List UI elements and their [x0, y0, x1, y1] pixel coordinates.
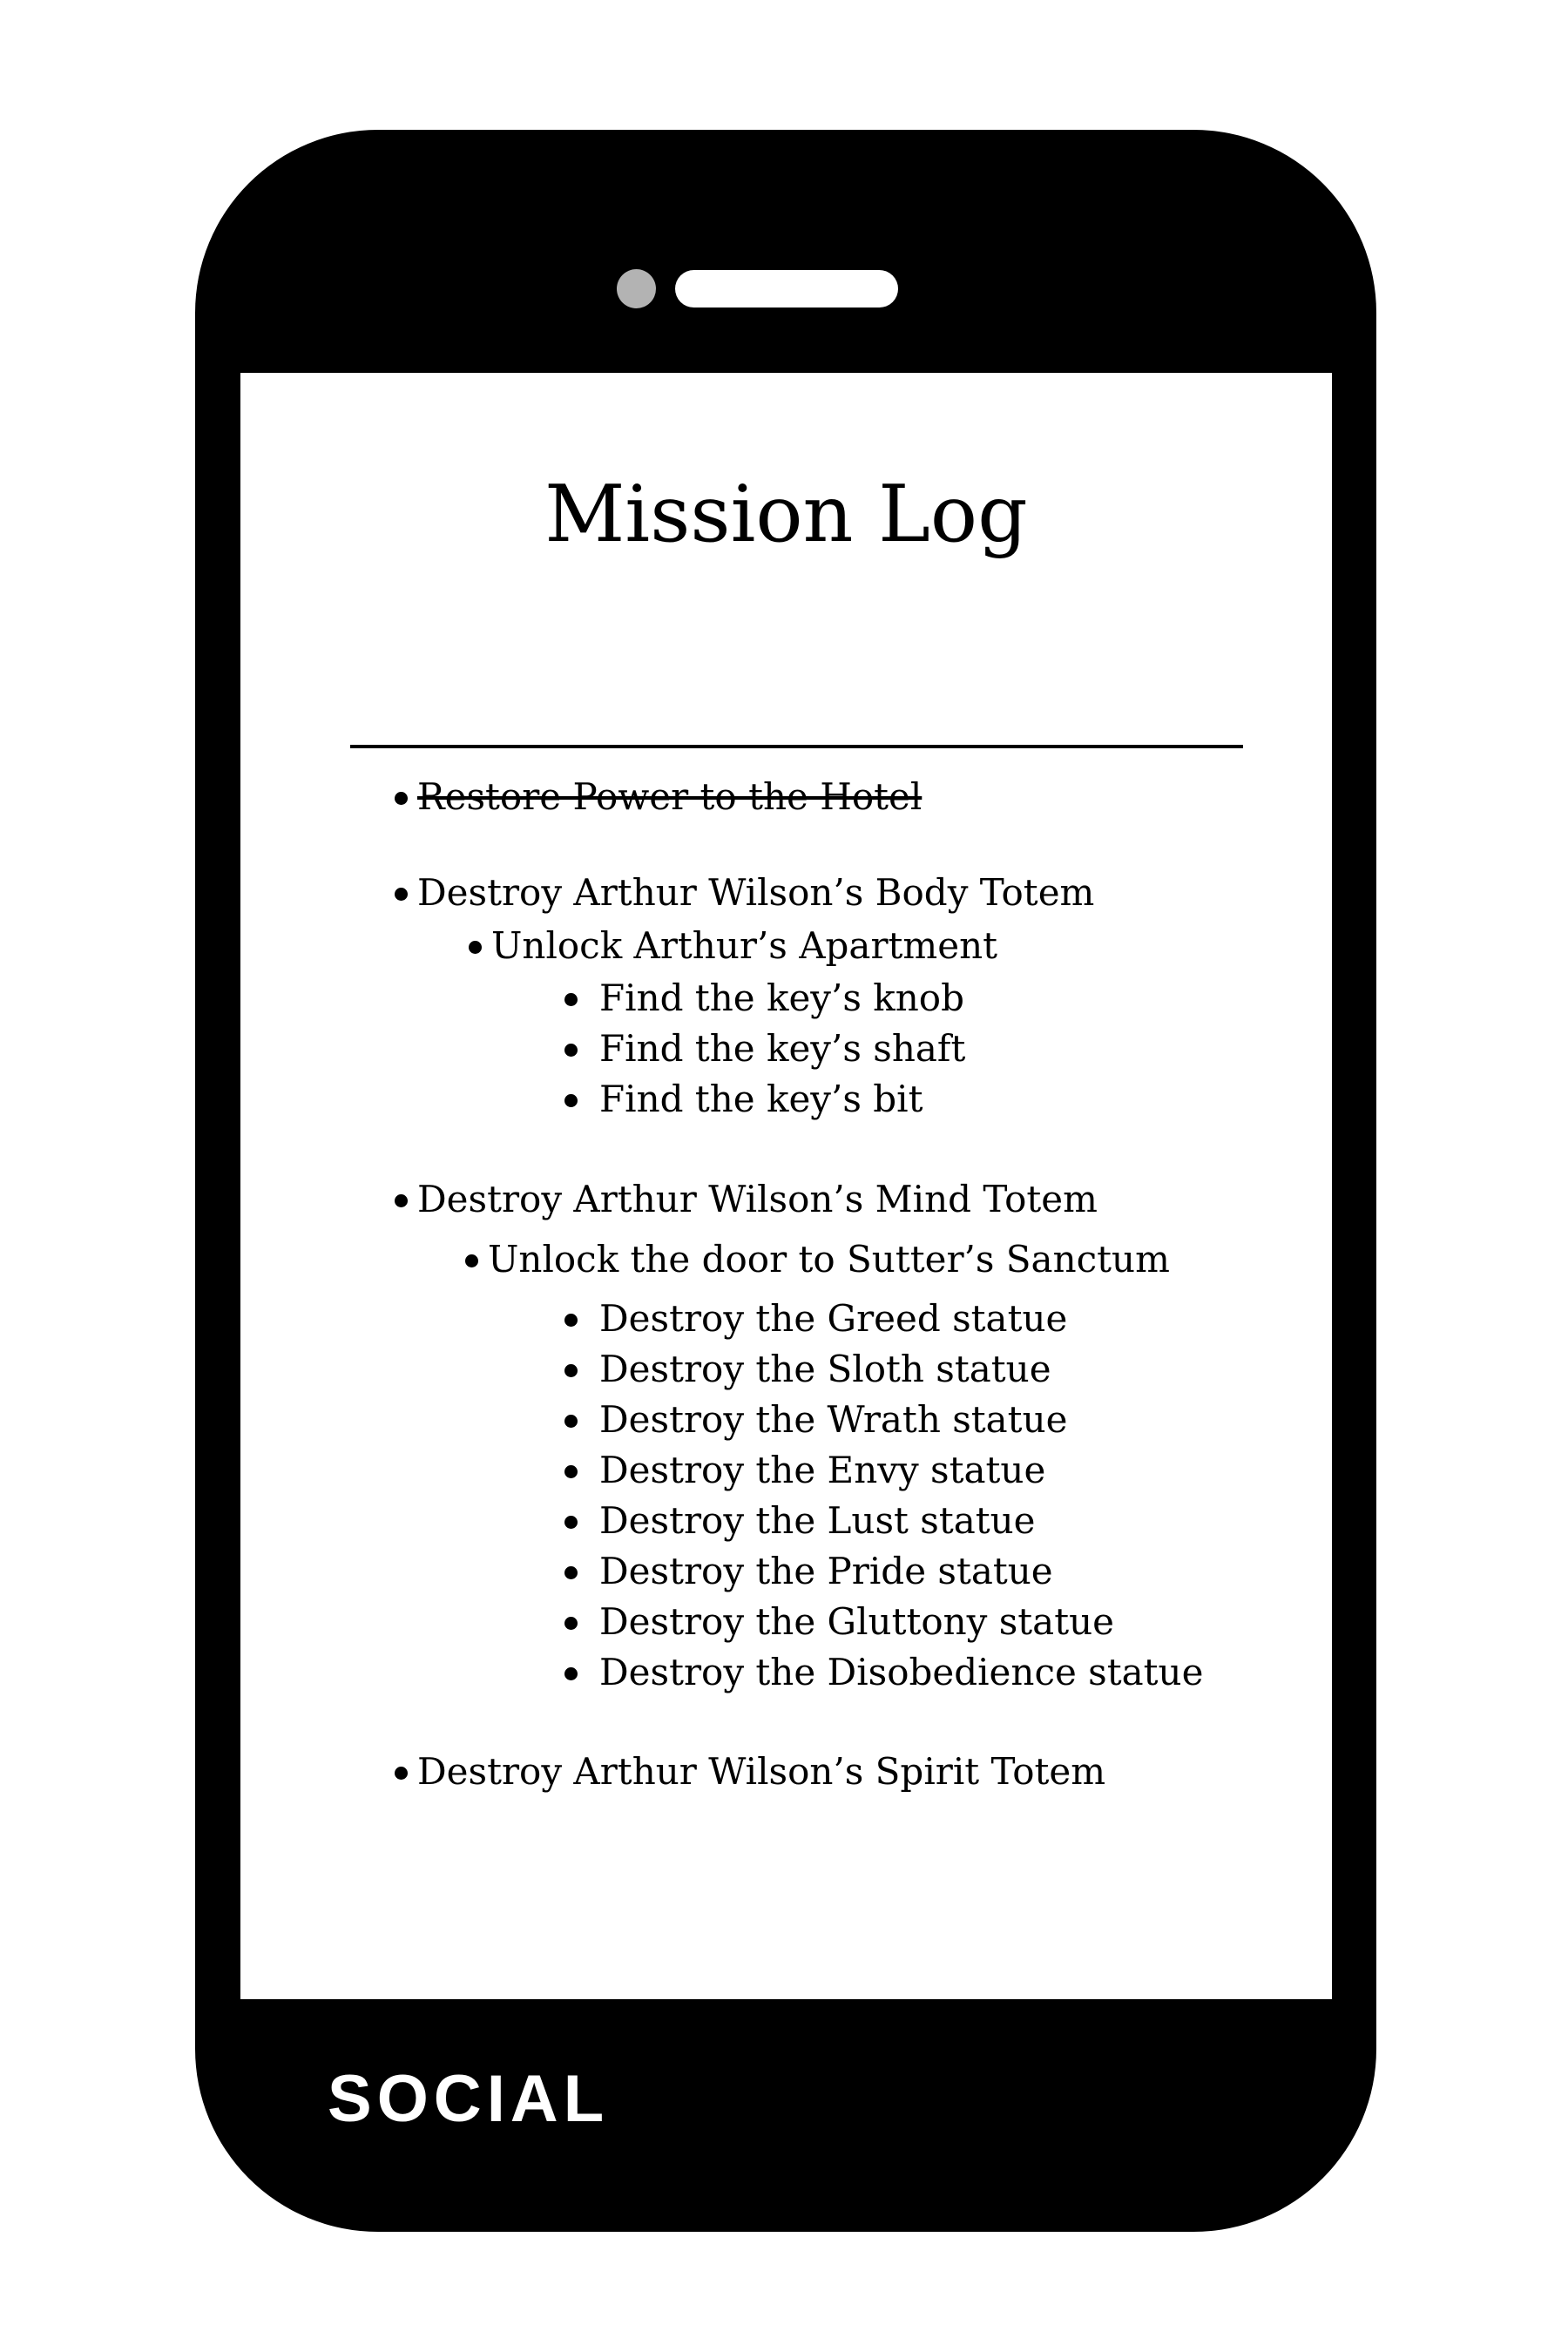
mission-label: Unlock the door to Sutter’s Sanctum: [488, 1238, 1170, 1281]
mission-label: Destroy the Sloth statue: [599, 1348, 1051, 1390]
mission-item-key-bit[interactable]: [599, 1073, 923, 1125]
phone-frame: [195, 130, 1376, 2232]
mission-item-body-totem[interactable]: [417, 867, 1094, 919]
bullet-icon: [465, 1254, 478, 1267]
mission-label: Unlock Arthur’s Apartment: [491, 924, 998, 967]
mission-label: Destroy the Wrath statue: [599, 1398, 1068, 1441]
bullet-icon: [564, 1617, 578, 1630]
screen: [240, 373, 1332, 1999]
mission-item-pride[interactable]: [599, 1545, 1053, 1598]
bullet-icon: [395, 1194, 408, 1207]
bullet-icon: [564, 1094, 578, 1107]
mission-item-lust[interactable]: [599, 1495, 1036, 1547]
social-button[interactable]: SOCIAL: [328, 2062, 610, 2136]
mission-item-spirit-totem[interactable]: [417, 1746, 1105, 1798]
mission-label: Destroy the Lust statue: [599, 1499, 1036, 1542]
mission-label: Destroy the Pride statue: [599, 1550, 1053, 1592]
mission-label: Destroy Arthur Wilson’s Spirit Totem: [417, 1750, 1106, 1793]
bullet-icon: [564, 993, 578, 1006]
mission-label: Destroy the Gluttony statue: [599, 1600, 1114, 1643]
mission-label: Destroy Arthur Wilson’s Body Totem: [417, 871, 1095, 914]
bullet-icon: [564, 1465, 578, 1478]
mission-item-greed[interactable]: [599, 1293, 1067, 1345]
bullet-icon: [564, 1415, 578, 1428]
bullet-icon: [564, 1364, 578, 1377]
title-divider: [350, 745, 1243, 748]
bullet-icon: [564, 1314, 578, 1327]
mission-item-disobedience[interactable]: [599, 1646, 1203, 1699]
bullet-icon: [564, 1667, 578, 1680]
camera-icon: [617, 269, 656, 308]
speaker-icon: [675, 270, 898, 308]
mission-label: Destroy Arthur Wilson’s Mind Totem: [417, 1178, 1098, 1220]
mission-label: Destroy the Disobedience statue: [599, 1651, 1204, 1693]
mission-item-restore-power[interactable]: [417, 771, 922, 823]
mission-label: Find the key’s bit: [599, 1078, 923, 1120]
bullet-icon: [395, 1767, 408, 1780]
mission-item-gluttony[interactable]: [599, 1596, 1114, 1648]
mission-label: Restore Power to the Hotel: [417, 775, 923, 818]
page-title: Mission Log: [544, 469, 1028, 560]
bullet-icon: [564, 1044, 578, 1057]
mission-item-sloth[interactable]: [599, 1343, 1051, 1396]
bullet-icon: [564, 1516, 578, 1529]
mission-item-unlock-sanctum[interactable]: [488, 1233, 1170, 1286]
mission-item-envy[interactable]: [599, 1444, 1045, 1497]
bullet-icon: [395, 792, 408, 805]
mission-item-key-shaft[interactable]: [599, 1023, 965, 1075]
mission-label: Find the key’s shaft: [599, 1027, 966, 1070]
mission-label: Destroy the Greed statue: [599, 1297, 1068, 1340]
bullet-icon: [564, 1566, 578, 1579]
bullet-icon: [469, 941, 482, 954]
mission-item-wrath[interactable]: [599, 1394, 1067, 1446]
mission-label: Find the key’s knob: [599, 977, 964, 1019]
bullet-icon: [395, 888, 408, 901]
mission-label: Destroy the Envy statue: [599, 1449, 1046, 1491]
mission-item-unlock-apartment[interactable]: [491, 920, 997, 972]
mission-item-mind-totem[interactable]: [417, 1173, 1098, 1226]
mission-item-key-knob[interactable]: [599, 972, 964, 1024]
